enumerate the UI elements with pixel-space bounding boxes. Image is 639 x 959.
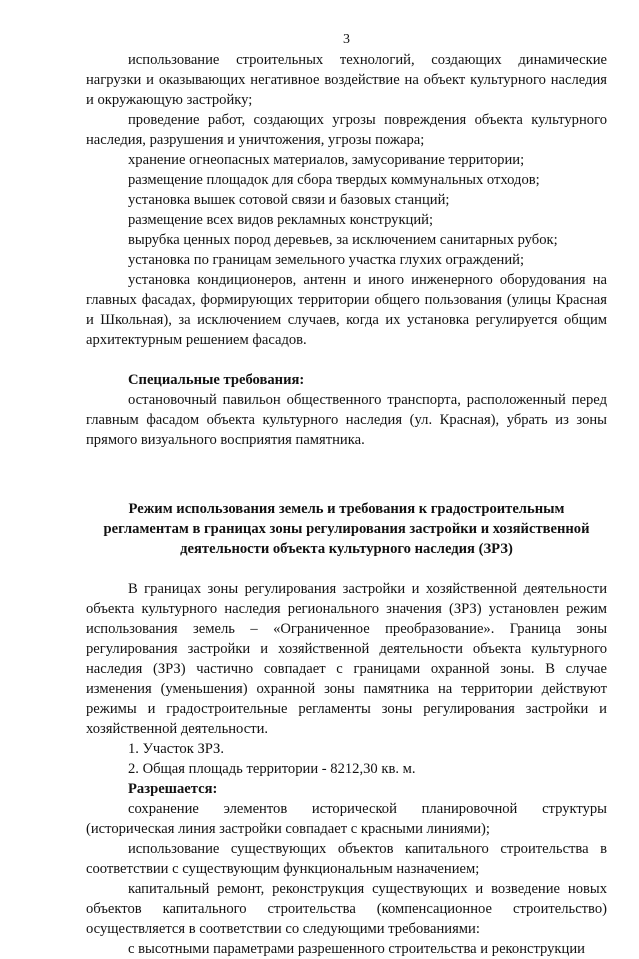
list-item: использование строительных технологий, создающих динамические нагрузки и оказывающих негативное воздействие на объект культурного наследия и окружающую застройку; bbox=[86, 52, 607, 108]
intro-paragraph: В границах зоны регулирования застройки и хозяйственной деятельности объекта культурного наследия регионального значения (ЗРЗ) установлен режим использования земель – «Ограниченное преобразование». Граница зоны регулирования застройки и хозяйственной деятельности объекта культурного наследия (ЗРЗ) частично совпадает с границами охранной зоны. В случае изменения (уменьшения) охранной зоны памятника на территории действуют режимы и градостроительные регламенты зоны регулирования застройки и хозяйственной деятельности. bbox=[86, 581, 607, 737]
section-title: Режим использования земель и требования к градостроительным регламентам в границах зоны регулирования застройки и хозяйственной деятельности объекта культурного наследия (ЗРЗ) bbox=[103, 501, 590, 557]
spacer bbox=[86, 350, 607, 370]
special-requirements-text: остановочный павильон общественного транспорта, расположенный перед главным фасадом объекта культурного наследия (ул. Красная), убрать из зоны прямого визуального восприятия памятника. bbox=[86, 392, 607, 448]
allowed-item: с высотными параметрами разрешенного строительства и реконструкции bbox=[128, 941, 585, 957]
item-zone: 1. Участок ЗРЗ. bbox=[128, 741, 225, 757]
list-item: проведение работ, создающих угрозы повреждения объекта культурного наследия, разрушения и уничтожения, угрозы пожара; bbox=[86, 112, 607, 148]
spacer bbox=[86, 450, 607, 479]
page-number: 3 bbox=[343, 32, 350, 47]
list-item: размещение площадок для сбора твердых коммунальных отходов; bbox=[128, 172, 540, 188]
allowed-heading: Разрешается: bbox=[128, 781, 218, 797]
allowed-item: сохранение элементов исторической планировочной структуры (историческая линия застройки совпадает с красными линиями); bbox=[86, 801, 607, 837]
list-item: установка кондиционеров, антенн и иного инженерного оборудования на главных фасадах, формирующих территории общего пользования (улицы Красная и Школьная), за исключением случаев, когда их установка регулируется общим архитектурным решением фасадов. bbox=[86, 272, 607, 348]
item-area: 2. Общая площадь территории - 8212,30 кв. м. bbox=[128, 761, 416, 777]
list-item: хранение огнеопасных материалов, замусоривание территории; bbox=[128, 152, 525, 168]
list-item: установка вышек сотовой связи и базовых станций; bbox=[128, 192, 450, 208]
allowed-item: использование существующих объектов капитального строительства в соответствии с существующим функциональным назначением; bbox=[86, 841, 607, 877]
special-requirements-heading: Специальные требования: bbox=[128, 372, 305, 388]
list-item: размещение всех видов рекламных конструкций; bbox=[128, 212, 434, 228]
list-item: установка по границам земельного участка глухих ограждений; bbox=[128, 252, 525, 268]
spacer bbox=[86, 559, 607, 579]
spacer bbox=[86, 479, 607, 499]
allowed-item: капитальный ремонт, реконструкция существующих и возведение новых объектов капитального строительства (компенсационное строительство) осуществляется в соответствии со следующими требованиями: bbox=[86, 881, 607, 937]
list-item: вырубка ценных пород деревьев, за исключением санитарных рубок; bbox=[128, 232, 558, 248]
